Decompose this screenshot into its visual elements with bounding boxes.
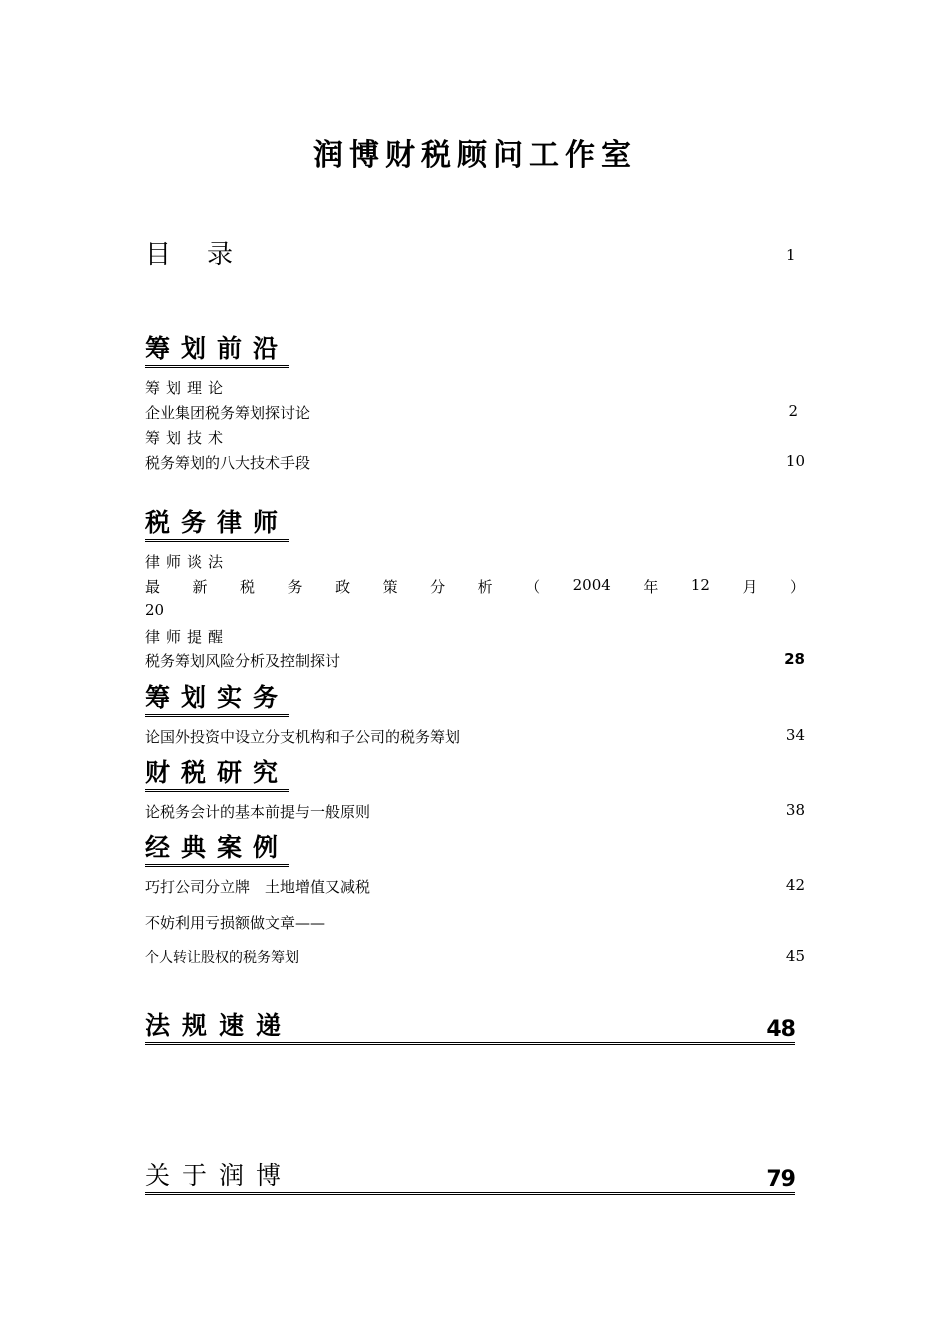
subheading-planning-theory: 筹划理论 [145, 379, 230, 397]
toc-item-page: 34 [785, 726, 805, 744]
toc-item-text[interactable]: 论国外投资中设立分支机构和子公司的税务筹划 [145, 728, 461, 746]
subheading-lawyer-reminder: 律师提醒 [145, 628, 230, 646]
spread-char: 析 [477, 578, 493, 596]
toc-item-text[interactable]: 个人转让股权的税务筹划 [145, 950, 299, 966]
toc-page: 1 [786, 246, 796, 264]
document-title: 润博财税顾问工作室 [313, 138, 637, 173]
subheading-lawyer-talks: 律师谈法 [145, 553, 230, 571]
toc-item-spread[interactable] [145, 576, 805, 597]
spread-char: 政 [335, 578, 351, 596]
section-heading-classic-cases: 经典案例 [145, 833, 289, 867]
toc-item-page: 45 [785, 947, 805, 965]
toc-item-page: 10 [785, 452, 805, 470]
subheading-planning-technique: 筹划技术 [145, 429, 230, 447]
toc-item-text[interactable]: 企业集团税务筹划探讨论 [145, 404, 311, 422]
spread-char: 策 [382, 578, 398, 596]
spread-char: 2004 [572, 576, 611, 594]
toc-row-label: 法规速递 [145, 1011, 294, 1040]
toc-row-page: 79 [766, 1167, 795, 1192]
spread-char: 12 [690, 576, 710, 594]
toc-item-page: 28 [784, 650, 805, 668]
toc-item-page: 38 [785, 801, 805, 819]
toc-row-about[interactable] [145, 1158, 795, 1195]
toc-item-page: 42 [785, 876, 805, 894]
spread-char: 务 [287, 578, 303, 596]
spread-char: （ [525, 578, 541, 596]
toc-item-text[interactable]: 论税务会计的基本前提与一般原则 [145, 803, 371, 821]
toc-item-page: 20 [145, 601, 165, 619]
spread-char: 分 [430, 578, 446, 596]
spread-char: 新 [192, 578, 208, 596]
toc-heading-right: 录 [207, 240, 234, 270]
section-heading-tax-research: 财税研究 [145, 758, 289, 792]
toc-item-page: 2 [788, 402, 798, 420]
toc-row-laws[interactable] [145, 1008, 795, 1045]
spread-char: ） [789, 578, 805, 596]
spread-char: 最 [145, 578, 161, 596]
spread-char: 税 [240, 578, 256, 596]
toc-heading-left: 目 [145, 240, 172, 270]
spread-char: 年 [643, 578, 659, 596]
section-heading-tax-lawyer: 税务律师 [145, 508, 289, 542]
toc-item-text[interactable]: 税务筹划的八大技术手段 [145, 454, 311, 472]
section-heading-planning-practice: 筹划实务 [145, 683, 289, 717]
toc-item-text[interactable]: 税务筹划风险分析及控制探讨 [145, 652, 341, 670]
toc-row-label: 关于润博 [145, 1161, 294, 1190]
section-heading-planning-frontier: 筹划前沿 [145, 334, 289, 368]
toc-heading [145, 234, 233, 271]
spread-char: 月 [742, 578, 758, 596]
toc-item-text[interactable]: 不妨利用亏损额做文章—— [145, 914, 326, 932]
toc-item-text[interactable]: 巧打公司分立牌 土地增值又减税 [145, 878, 371, 896]
toc-row-page: 48 [766, 1017, 795, 1042]
